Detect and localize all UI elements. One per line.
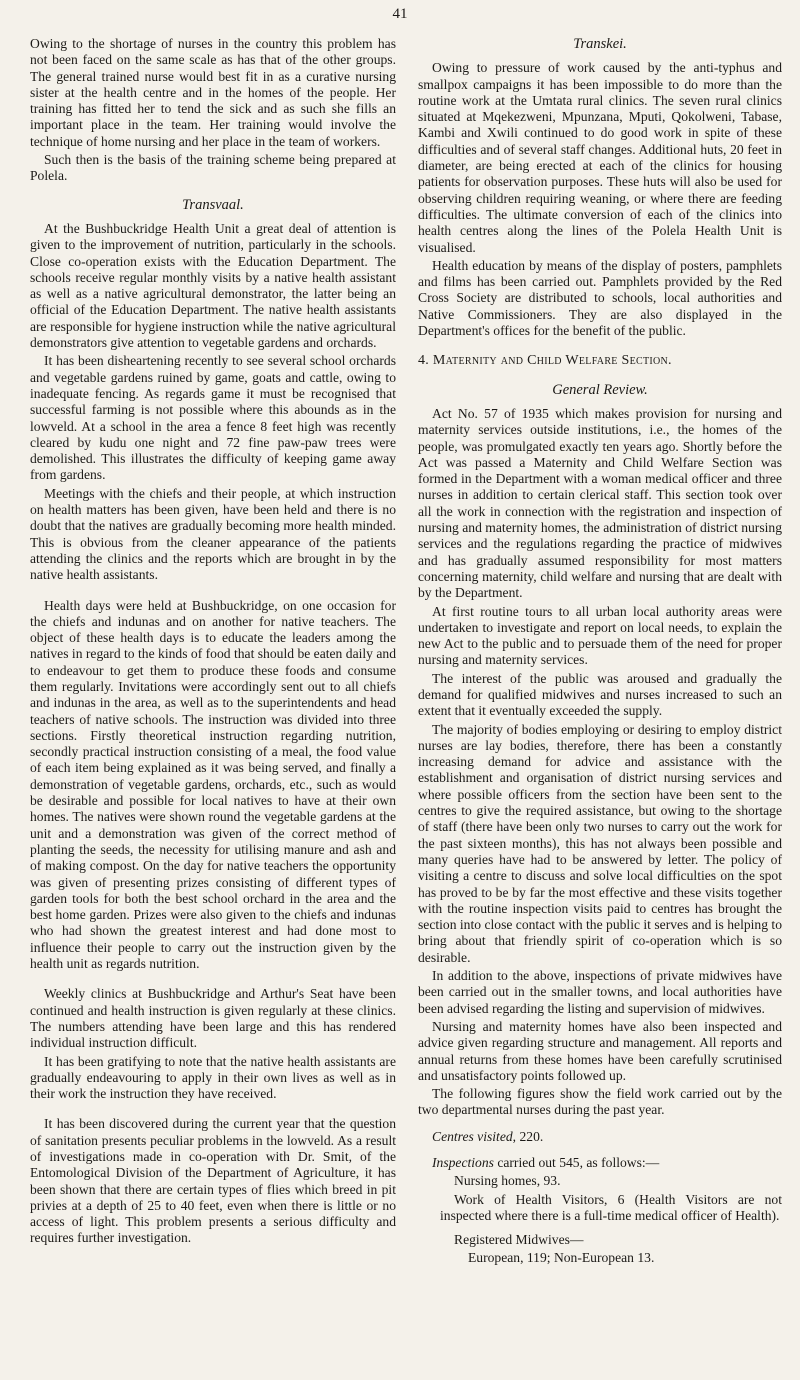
inspections-line bbox=[418, 1155, 782, 1171]
list-item: Registered Midwives— bbox=[454, 1232, 584, 1248]
paragraph: At the Bushbuckridge Health Unit a great deal of attention is given to the improvement of nutrition, particularly in the schools. Close co-operation exists with the Education Department. The schools receive regular monthly visits by a native health assistant as well as a native agricultural demonstrator, the latter being an official of the Education Department. The native health assistants are responsible for hygiene instruction while the native agricultural demonstrators give attention to vegetable gardens and orchards. bbox=[30, 220, 396, 351]
paragraph: It has been gratifying to note that the native health assistants are gradually endeavouring to apply in their own lives as well as in their work the instruction they have received. bbox=[30, 1053, 396, 1102]
paragraph: The interest of the public was aroused and gradually the demand for qualified midwives and nurses increased to such an extent that it eventually exceeded the supply. bbox=[418, 670, 782, 719]
paragraph: Such then is the basis of the training scheme being prepared at Polela. bbox=[30, 152, 396, 184]
section-heading-transvaal: Transvaal. bbox=[182, 196, 244, 213]
section-heading-transkei: Transkei. bbox=[573, 36, 627, 52]
centres-visited-value: , 220. bbox=[512, 1128, 544, 1144]
paragraph: In addition to the above, inspections of private midwives have been carried out in the smaller towns, and local authorities have been advised regarding the listing and supervision of midwives. bbox=[418, 968, 782, 1016]
subheading-general-review: General Review. bbox=[552, 381, 648, 398]
paragraph: Act No. 57 of 1935 which makes provision for nursing and maternity services outside institutions, i.e., the homes of the people, was promulgated exactly ten years ago. Shortly before the Act was passed a Maternity and Child Welfare Section was formed in the Department with a woman medical officer and three nurses in addition to certain clerical staff. This section took over all the work in connection with the registration and inspection of nursing and maternity homes, the administration of district nursing services and the regulations regarding the practice of midwives and has gradually assumed responsibility for most matters concerning maternity, child welfare and nursing that are dealt with by the Department. bbox=[418, 405, 782, 601]
paragraph: Owing to pressure of work caused by the anti-typhus and smallpox campaigns it has been impossible to do more than the routine work at the Umtata rural clinics. The seven rural clinics situated at Mqekezweni, Mpunzana, Mputi, Qokolweni, Tabase, Kambi and Xwili continued to do good work in spite of these difficulties and of several staff changes. Additional huts, 20 feet in diameter, are being erected at each of the clinics for housing patients for observation purposes. These huts will also be used for observing children requiring weaning, or where there are feeding difficulties. The ultimate conversion of each of the clinics into health centres along the lines of the Polela Health Unit is visualised. bbox=[418, 60, 782, 255]
inspections-value: carried out 545, as follows:— bbox=[493, 1155, 660, 1170]
paragraph: Nursing and maternity homes have also been inspected and advice given regarding structure and management. All reports and annual returns from these homes have been carefully scrutinised and unsatisfactory points followed up. bbox=[418, 1018, 782, 1083]
paragraph: The majority of bodies employing or desiring to employ district nurses are lay bodies, therefore, there has been a constantly increasing demand for advice and assistance with the establishment and organisation of district nursing services and where possible officers from the section have been sent to the centres to give the required assistance, but owing to the shortage of staff (there have been only two nurses to carry out the work for the past sixteen months), this has not always been possible and many queries have had to be answered by letter. The policy of visiting a centre to discuss and solve local difficulties on the spot has proved to be by far the most effective and these visits together with the routine inspection visits paid to centres has brought the section into close contact with the public it serves and is helping to bring about that friendly spirit of co-operation which is so desirable. bbox=[418, 721, 782, 965]
paragraph: Health education by means of the display of posters, pamphlets and films has been carried out. Pamphlets provided by the Red Cross Society are distributed to schools, local authorities and Native Commissioners. They are also displayed in the Department's offices for the benefit of the public. bbox=[418, 257, 782, 339]
list-item: Nursing homes, 93. bbox=[454, 1173, 561, 1189]
paragraph: It has been discovered during the current year that the question of sanitation presents peculiar problems in the lowveld. As a result of investigations made in co-operation with Dr. Smit, of the Entomological Division of the Department of Agriculture, it has been shown that there are certain types of flies which breed in pit privies at a depth of 25 to 40 feet, even when there is little or no access of light. This problem presents a serious difficulty and requires further investigation. bbox=[30, 1116, 396, 1246]
section-heading-maternity: 4. Maternity and Child Welfare Section. bbox=[418, 353, 672, 369]
page-number: 41 bbox=[392, 6, 408, 22]
paragraph: The following figures show the field work carried out by the two departmental nurses during the past year. bbox=[418, 1086, 782, 1118]
paragraph: Meetings with the chiefs and their people, at which instruction on health matters has been given, have been held and there is no doubt that the natives are gradually becoming more health minded. This is obvious from the cleaner appearance of the patients attending the clinics and the reports which are brought in by the native health assistants. bbox=[30, 485, 396, 583]
right-column bbox=[418, 36, 782, 1269]
paragraph: Owing to the shortage of nurses in the country this problem has not been faced on the same scale as has that of the other groups. The general trained nurse would best fit in as a curative nursing sister at the health centre and in the homes of the people. Her training has fitted her to tend the sick and as such she fills an important place in the team. Her training would involve the technique of home nursing and her place in the team of workers. bbox=[30, 36, 396, 149]
list-item: Work of Health Visitors, 6 (Health Visitors are not inspected where there is a full-time medical officer of Health). bbox=[440, 1191, 782, 1223]
left-column bbox=[30, 36, 396, 1249]
paragraph: Health days were held at Bushbuckridge, on one occasion for the chiefs and indunas and on another for native teachers. The object of these health days is to educate the leaders among the natives in regard to the kinds of food that should be eaten daily and to endeavour to get them to produce these foods and consume them regularly. Invitations were accordingly sent out to all chiefs and indunas in the area, as well as to the superintendents and head teachers of native schools. The instruction was divided into three sections. Firstly theoretical instruction regarding nutrition, secondly practical instruction consisting of a meal, the food value of each item being explained as it was being served, and finally a demonstration of vegetable gardens, orchards, etc., such as would be desirable and possible for local natives to have at their own homes. The natives were shown round the vegetable gardens at the unit and a demonstration was given of the correct method of planting the seeds, the necessity for utilising manure and ash and of making compost. On the day for native teachers the opportunity was given of presenting prizes consisting of different types of garden tools for both the best school orchard in the area and the best home garden. Prizes were also given to the chiefs and indunas who had shown the greatest interest and had done most to influence their people to carry out the instruction given by the health unit as regards nutrition. bbox=[30, 597, 396, 972]
inspections-label: Inspections bbox=[432, 1155, 494, 1170]
paragraph: It has been disheartening recently to see several school orchards and vegetable gardens ruined by game, goats and cattle, owing to inadequate fencing. As regards game it must be recognised that successful farming is not possible where this abounds as in the lowveld. At a school in the area a fence 8 feet high was recently cleared by kudu one night and 72 fine paw-paw trees were demolished. This illustrates the difficulty of keeping game away from gardens. bbox=[30, 353, 396, 483]
paragraph: At first routine tours to all urban local authority areas were undertaken to investigate and report on local needs, to explain the new Act to the public and to persuade them of the need for proper nursing and maternity services. bbox=[418, 603, 782, 668]
centres-visited-line bbox=[418, 1129, 782, 1145]
centres-visited-label: Centres visited bbox=[432, 1128, 513, 1144]
paragraph: Weekly clinics at Bushbuckridge and Arthur's Seat have been continued and health instruction is given regularly at these clinics. The numbers attending have been large and this has rendered individual instruction difficult. bbox=[30, 986, 396, 1051]
list-item: European, 119; Non-European 13. bbox=[468, 1250, 655, 1266]
figures-list bbox=[418, 1129, 782, 1267]
